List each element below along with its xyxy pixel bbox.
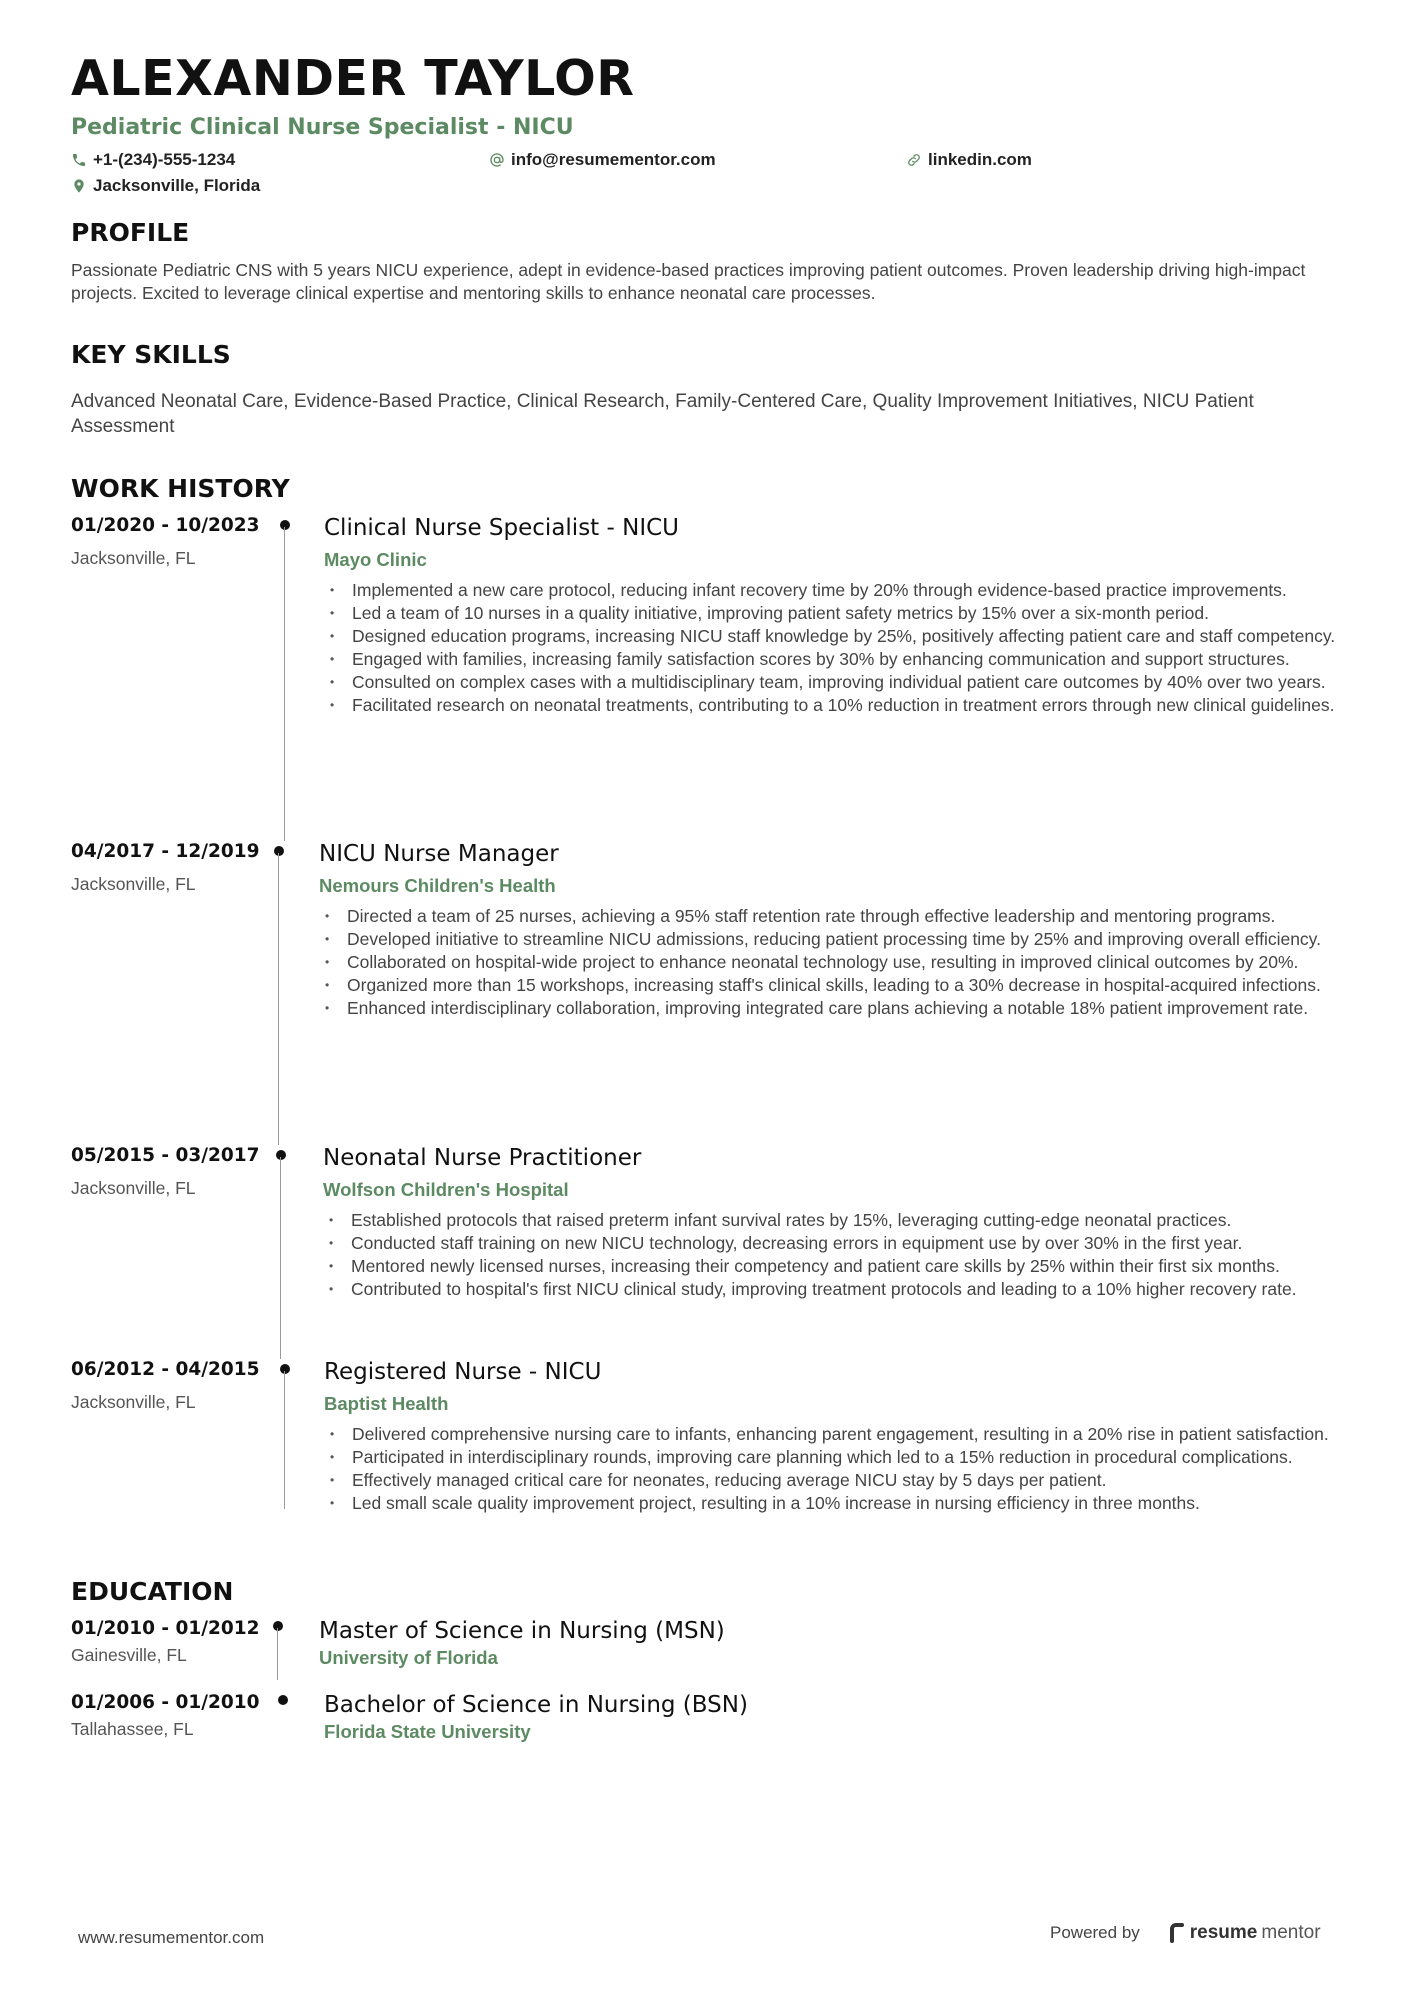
location-text: Jacksonville, Florida	[93, 176, 261, 195]
profile-section	[71, 218, 1341, 305]
bullet-item: • Enhanced interdisciplinary collaboration, improving integrated care plans achieving a notable 18% patient improvement rate.	[319, 997, 1339, 1020]
linkedin-text: linkedin.com	[928, 150, 1032, 169]
job-entry	[71, 515, 1341, 841]
education-entry	[71, 1618, 1341, 1692]
brand-logo[interactable]	[1170, 1922, 1321, 1944]
job-title: Clinical Nurse Specialist - NICU	[324, 515, 679, 541]
footer-branding	[1050, 1922, 1321, 1944]
bullet-item: • Delivered comprehensive nursing care to infants, enhancing parent engagement, resulting in a 20% rise in patient satisfaction.	[324, 1423, 1339, 1446]
education-dates: 01/2006 - 01/2010	[71, 1692, 260, 1713]
bullet-item: • Led small scale quality improvement project, resulting in a 10% increase in nursing efficiency in three months.	[324, 1492, 1339, 1515]
bullet-item: • Participated in interdisciplinary rounds, improving care planning which led to a 15% reduction in procedural complications.	[324, 1446, 1339, 1469]
timeline-dot	[273, 1621, 283, 1631]
bullet-item: • Effectively managed critical care for neonates, reducing average NICU stay by 5 days per patient.	[324, 1469, 1339, 1492]
job-location: Jacksonville, FL	[71, 548, 196, 568]
contact-email[interactable]	[489, 150, 716, 170]
powered-by-label: Powered by	[1050, 1923, 1140, 1942]
candidate-title: Pediatric Clinical Nurse Specialist - NICU	[71, 115, 574, 140]
job-bullets	[323, 1209, 1339, 1301]
profile-text: Passionate Pediatric CNS with 5 years NICU experience, adept in evidence-based practices improving patient outcomes. Proven leadership driving high-impact projects. Excited to leverage clinical expertise and mentoring skills to enhance neonatal care processes.	[71, 260, 1306, 303]
bullet-item: • Engaged with families, increasing family satisfaction scores by 30% by enhancing communication and support structures.	[324, 648, 1339, 671]
work-history-section	[71, 474, 1341, 1569]
bullet-item: • Consulted on complex cases with a multidisciplinary team, improving individual patient care outcomes by 40% over two years.	[324, 671, 1339, 694]
job-dates: 06/2012 - 04/2015	[71, 1359, 260, 1380]
bullet-item: • Mentored newly licensed nurses, increasing their competency and patient care skills by 25% within their first six months.	[323, 1255, 1339, 1278]
bullet-item: • Organized more than 15 workshops, increasing staff's clinical skills, leading to a 30% decrease in hospital-acquired infections.	[319, 974, 1339, 997]
footer-website[interactable]: www.resumementor.com	[78, 1928, 265, 1947]
degree-title: Bachelor of Science in Nursing (BSN)	[324, 1692, 748, 1718]
resumementor-logo-icon	[1170, 1923, 1186, 1943]
timeline-line	[278, 853, 279, 1145]
timeline-line	[280, 1157, 281, 1359]
contact-linkedin[interactable]	[906, 150, 1032, 170]
job-location: Jacksonville, FL	[71, 874, 196, 894]
job-entry	[71, 1145, 1341, 1359]
bullet-item: • Conducted staff training on new NICU technology, decreasing errors in equipment use by over 30% in the first year.	[323, 1232, 1339, 1255]
job-entry	[71, 841, 1341, 1145]
resume-page	[71, 50, 1341, 1766]
job-bullets	[319, 905, 1339, 1020]
bullet-item: • Led a team of 10 nurses in a quality initiative, improving patient safety metrics by 15% over a six-month period.	[324, 602, 1339, 625]
bullet-item: • Facilitated research on neonatal treatments, contributing to a 10% reduction in treatment errors through new clinical guidelines.	[324, 694, 1339, 717]
education-section	[71, 1577, 1341, 1766]
skills-text: Advanced Neonatal Care, Evidence-Based Practice, Clinical Research, Family-Centered Care, Quality Improvement Initiatives, NICU Patient Assessment	[71, 391, 1254, 437]
job-title: Registered Nurse - NICU	[324, 1359, 602, 1385]
email-text: info@resumementor.com	[511, 150, 716, 169]
brand-name-bold: resume	[1189, 1922, 1258, 1943]
job-dates: 05/2015 - 03/2017	[71, 1145, 260, 1166]
job-organization: Baptist Health	[324, 1393, 449, 1414]
timeline-dot	[276, 1150, 286, 1160]
job-title: Neonatal Nurse Practitioner	[323, 1145, 642, 1171]
skills-section	[71, 340, 1341, 439]
job-dates: 01/2020 - 10/2023	[71, 515, 260, 536]
phone-icon	[71, 152, 87, 168]
job-organization: Mayo Clinic	[324, 549, 427, 570]
profile-heading: PROFILE	[71, 218, 190, 247]
bullet-item: • Designed education programs, increasing NICU staff knowledge by 25%, positively affecting patient care and staff competency.	[324, 625, 1339, 648]
job-organization: Wolfson Children's Hospital	[323, 1179, 569, 1200]
candidate-name: ALEXANDER TAYLOR	[71, 50, 635, 107]
job-location: Jacksonville, FL	[71, 1178, 196, 1198]
job-entry	[71, 1359, 1341, 1569]
skills-heading: KEY SKILLS	[71, 340, 231, 369]
timeline-line	[277, 1628, 278, 1680]
work-history-heading: WORK HISTORY	[71, 474, 290, 503]
job-organization: Nemours Children's Health	[319, 875, 556, 896]
phone-text: +1-(234)-555-1234	[93, 150, 236, 169]
bullet-item: • Developed initiative to streamline NICU admissions, reducing patient processing time by 25% and improving overall efficiency.	[319, 928, 1339, 951]
at-icon	[489, 152, 505, 168]
contact-phone	[71, 150, 235, 170]
contact-location	[71, 176, 260, 196]
degree-title: Master of Science in Nursing (MSN)	[319, 1618, 725, 1644]
job-title: NICU Nurse Manager	[319, 841, 559, 867]
bullet-item: • Directed a team of 25 nurses, achieving a 95% staff retention rate through effective leadership and mentoring programs.	[319, 905, 1339, 928]
education-location: Gainesville, FL	[71, 1645, 187, 1665]
bullet-item: • Collaborated on hospital-wide project to enhance neonatal technology use, resulting in improved clinical outcomes by 20%.	[319, 951, 1339, 974]
brand-name-light: mentor	[1261, 1922, 1321, 1943]
timeline-dot	[280, 520, 290, 530]
timeline-line	[284, 1371, 285, 1509]
job-bullets	[324, 1423, 1339, 1515]
education-dates: 01/2010 - 01/2012	[71, 1618, 260, 1639]
bullet-item: • Established protocols that raised preterm infant survival rates by 15%, leveraging cutting-edge neonatal practices.	[323, 1209, 1339, 1232]
education-location: Tallahassee, FL	[71, 1719, 194, 1739]
timeline-dot	[278, 1695, 288, 1705]
education-heading: EDUCATION	[71, 1577, 234, 1606]
job-dates: 04/2017 - 12/2019	[71, 841, 260, 862]
job-bullets	[324, 579, 1339, 717]
timeline-dot	[280, 1364, 290, 1374]
job-location: Jacksonville, FL	[71, 1392, 196, 1412]
location-pin-icon	[71, 178, 87, 194]
bullet-item: • Contributed to hospital's first NICU clinical study, improving treatment protocols and leading to a 10% higher recovery rate.	[323, 1278, 1339, 1301]
bullet-item: • Implemented a new care protocol, reducing infant recovery time by 20% through evidence-based practice improvements.	[324, 579, 1339, 602]
contact-info	[71, 146, 1341, 196]
school-name: Florida State University	[324, 1721, 531, 1742]
timeline-dot	[274, 846, 284, 856]
timeline-line	[284, 527, 285, 841]
school-name: University of Florida	[319, 1647, 498, 1668]
education-entry	[71, 1692, 1341, 1766]
link-icon	[906, 152, 922, 168]
